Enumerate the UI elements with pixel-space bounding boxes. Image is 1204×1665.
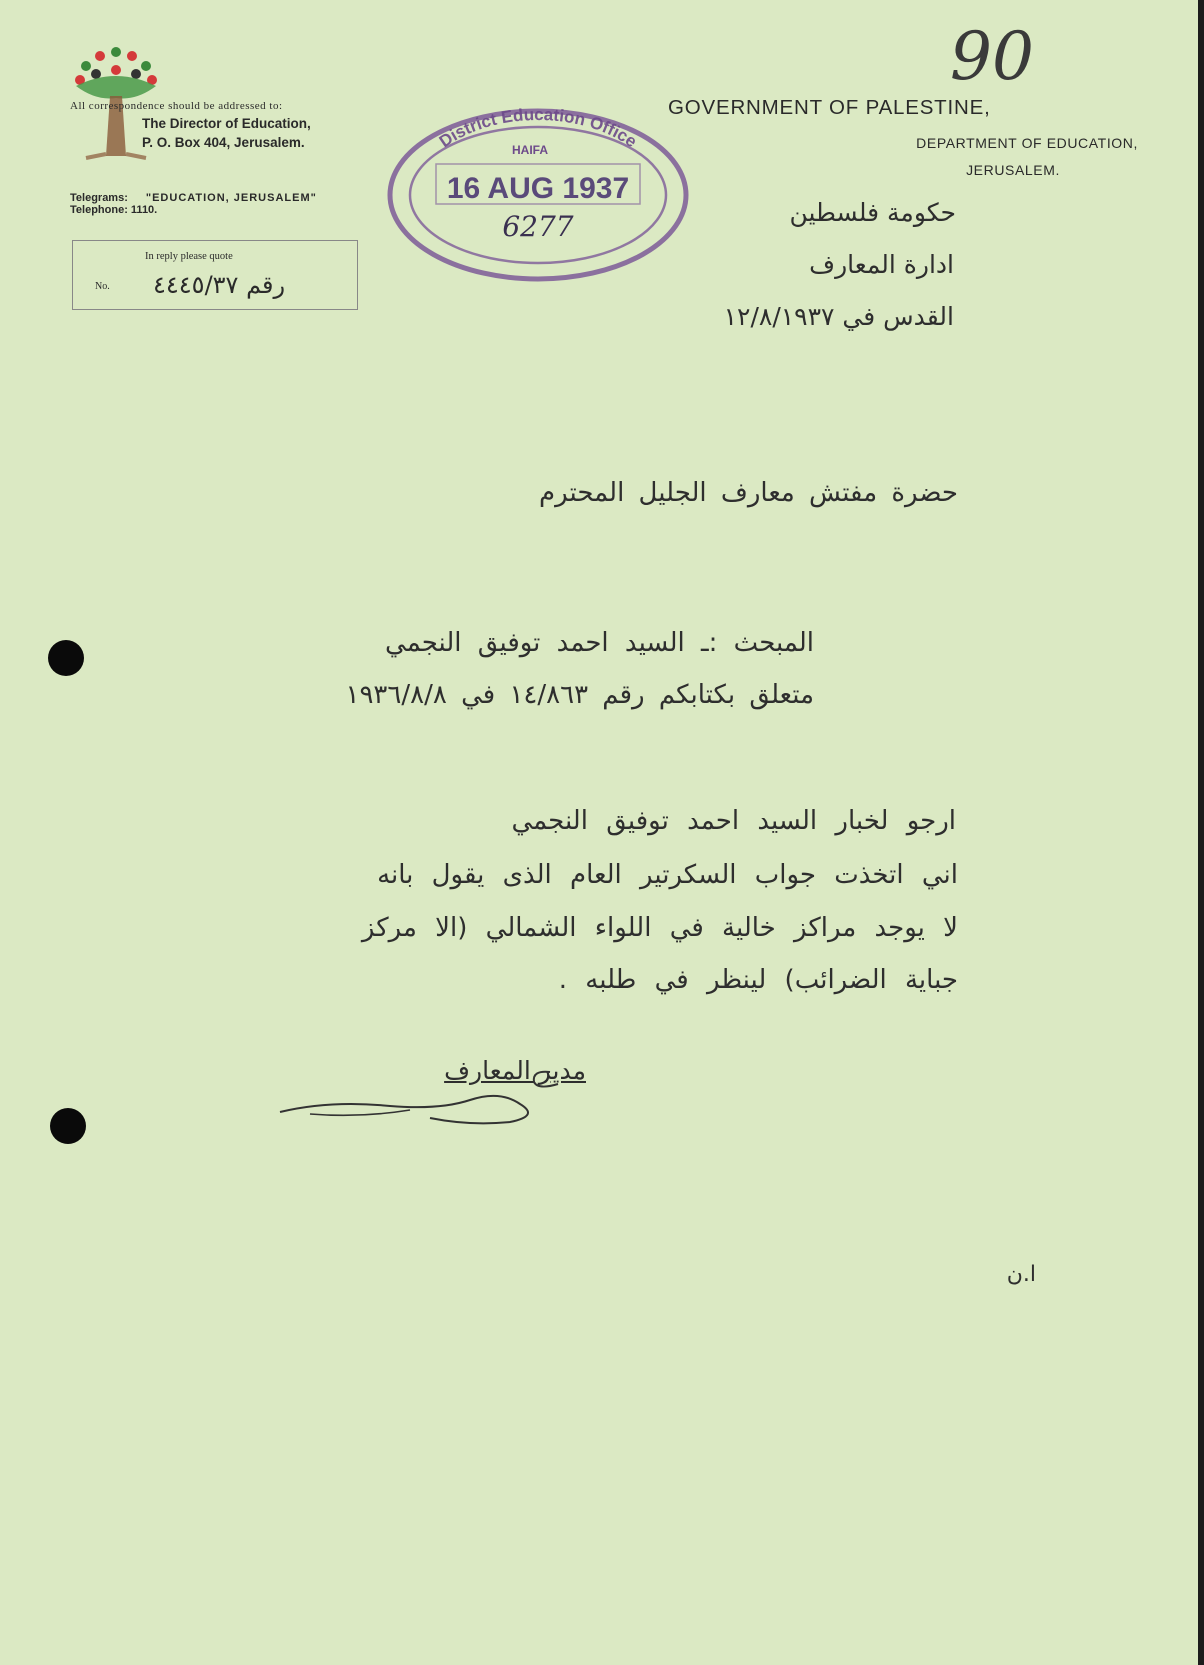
letter-subject-ref: متعلق بكتابكم رقم ١٤/٨٦٣ في ١٩٣٦/٨/٨ [345, 680, 814, 710]
page-number: 90 [950, 18, 1034, 95]
body-line-4: جباية الضرائب) لينظر في طلبه . [558, 965, 958, 995]
stamp-line1: District Education Office [435, 104, 641, 152]
government-title: GOVERNMENT OF PALESTINE, [668, 96, 991, 119]
addressee-line1: The Director of Education, [142, 116, 311, 131]
arabic-date: القدس في ١٢/٨/١٩٣٧ [723, 302, 954, 331]
correspondence-note: All correspondence should be addressed to: [70, 100, 283, 112]
letter-addressee: حضرة مفتش معارف الجليل المحترم [539, 478, 958, 508]
telegrams-label: Telegrams: [70, 192, 128, 204]
body-line-1: ارجو لخبار السيد احمد توفيق النجمي [511, 806, 956, 836]
arabic-government: حكومة فلسطين [789, 198, 956, 227]
typist-initials: ا.ن [1006, 1262, 1036, 1287]
telephone-value: 1110. [130, 204, 158, 216]
punch-hole [50, 1108, 86, 1144]
reply-label: In reply please quote [145, 251, 233, 262]
handwritten-signature [270, 1060, 580, 1130]
letterhead-left [70, 100, 370, 150]
scan-edge [1198, 0, 1204, 1665]
stamp-number: 6277 [502, 210, 574, 243]
punch-hole [48, 640, 84, 676]
contact-block [70, 192, 317, 216]
signature-title: مدير المعارف [444, 1056, 586, 1085]
received-stamp [378, 100, 698, 290]
body-line-2: اني اتخذت جواب السكرتير العام الذى يقول بانه [377, 860, 958, 890]
no-label: No. [95, 281, 110, 292]
department-title: DEPARTMENT OF EDUCATION, [916, 135, 1138, 151]
reference-number: رقم ٤٤٤٥/٣٧ [153, 271, 286, 299]
city-title: JERUSALEM. [966, 162, 1060, 178]
addressee-line2: P. O. Box 404, Jerusalem. [142, 135, 305, 150]
letter-subject: المبحث :ـ السيد احمد توفيق النجمي [385, 628, 814, 658]
stamp-date: 16 AUG 1937 [446, 172, 630, 205]
reply-box [72, 240, 358, 310]
telegrams-value: "EDUCATION, JERUSALEM" [145, 192, 317, 204]
arabic-department: ادارة المعارف [809, 250, 954, 279]
telephone-label: Telephone: [70, 204, 128, 216]
stamp-line2: HAIFA [512, 143, 548, 157]
body-line-3: لا يوجد مراكز خالية في اللواء الشمالي (الا مركز [361, 913, 958, 943]
